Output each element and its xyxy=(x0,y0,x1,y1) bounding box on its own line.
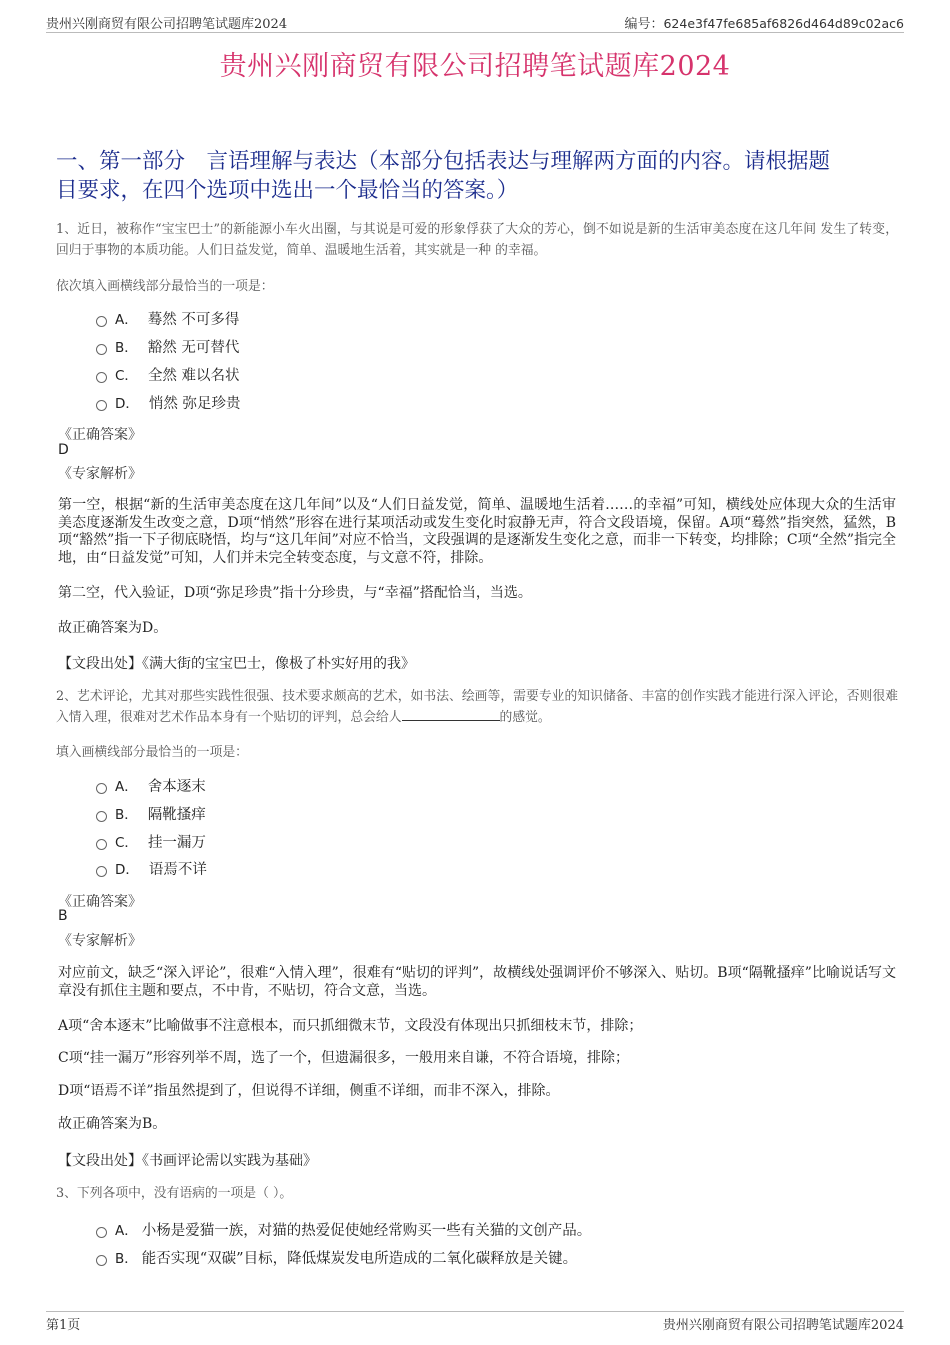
question-2-analysis-paragraph: 故正确答案为B。 xyxy=(58,1116,167,1132)
option-letter: C． xyxy=(115,835,138,851)
question-2-analysis-paragraph: D项“语焉不详”指虽然提到了，但说得不详细，侧重不详细，而非不深入，排除。 xyxy=(58,1083,560,1099)
question-2-text xyxy=(56,686,898,728)
radio-icon[interactable] xyxy=(96,783,107,794)
header-code-label: 编号： xyxy=(624,17,664,32)
question-1-text: 1、近日，被称作“宝宝巴士”的新能源小车火出圈，与其说是可爱的形象俘获了大众的芳心，倒不如说是新的生活审美态度在这几年间 发生了转变，回归于事物的本质功能。人们日益发觉，简单、温暖地生活着，其实就是一种 的幸福。 xyxy=(56,222,898,258)
section-heading-line2: 目要求，在四个选项中选出一个最恰当的答案。） xyxy=(56,178,519,203)
option-letter: D． xyxy=(115,396,139,412)
question-1-analysis-paragraph: 第一空，根据“新的生活审美态度在这几年间”以及“人们日益发觉，简单、温暖地生活着……的幸福”可知，横线处应体现大众的生活审美态度逐渐发生改变之意，D项“悄然”形容在进行某项活动或发生变化时寂静无声，符合文段语境，保留。A项“蓦然”指突然，猛然，B项“豁然”指一下子彻底晓悟，均与“这几年间”对应不恰当，文段强调的是逐渐发生变化之意，而非一下转变，均排除；C项“全然”指完全地，由“日益发觉”可知，人们并未完全转变态度，与文意不符，排除。 xyxy=(58,497,896,566)
question-2-option-c[interactable] xyxy=(96,829,206,853)
radio-icon[interactable] xyxy=(96,344,107,355)
question-1-option-c[interactable] xyxy=(96,362,240,386)
option-text: 能否实现“双碳”目标，降低煤炭发电所造成的二氧化碳释放是关键。 xyxy=(141,1250,578,1267)
question-2-text-before: 2、艺术评论，尤其对那些实践性很强、技术要求颇高的艺术，如书法、绘画等，需要专业的知识储备、丰富的创作实践才能进行深入评论，否则很难入情入理，很难对艺术作品本身有一个贴切的评判，总会给人 xyxy=(56,689,898,725)
option-letter: B． xyxy=(115,340,138,356)
radio-icon[interactable] xyxy=(96,1255,107,1266)
option-text: 蓦然 不可多得 xyxy=(147,311,240,328)
option-letter: C． xyxy=(115,368,138,384)
question-3-text: 3、下列各项中，没有语病的一项是（ ）。 xyxy=(56,1186,293,1201)
fill-blank xyxy=(402,708,500,721)
question-2-option-b[interactable] xyxy=(96,801,206,825)
question-2-prompt: 填入画横线部分最恰当的一项是： xyxy=(56,745,248,760)
header-code xyxy=(624,13,904,32)
option-text: 小杨是爱猫一族，对猫的热爱促使她经常购买一些有关猫的文创产品。 xyxy=(141,1222,592,1239)
question-1-option-a[interactable] xyxy=(96,306,239,330)
question-1-source: 【文段出处】《满大街的宝宝巴士，像极了朴实好用的我》 xyxy=(58,656,415,672)
option-letter: B． xyxy=(115,807,138,823)
option-text: 隔靴搔痒 xyxy=(147,806,206,823)
question-2-source: 【文段出处】《书画评论需以实践为基础》 xyxy=(58,1153,317,1169)
radio-icon[interactable] xyxy=(96,316,107,327)
question-3-option-b[interactable] xyxy=(96,1245,577,1269)
question-2-option-d[interactable] xyxy=(96,856,207,880)
question-1-answer-label: 《正确答案》 xyxy=(58,427,142,443)
question-1-analysis-label: 《专家解析》 xyxy=(58,466,142,482)
question-2-option-a[interactable] xyxy=(96,773,206,797)
option-letter: A． xyxy=(115,312,138,328)
option-text: 悄然 弥足珍贵 xyxy=(148,395,241,412)
question-3-option-a[interactable] xyxy=(96,1217,591,1241)
question-2-text-after: 的感觉。 xyxy=(499,710,551,725)
radio-icon[interactable] xyxy=(96,1227,107,1238)
radio-icon[interactable] xyxy=(96,839,107,850)
header-title: 贵州兴刚商贸有限公司招聘笔试题库2024 xyxy=(46,17,288,32)
question-2-analysis-paragraph: A项“舍本逐末”比喻做事不注意根本，而只抓细微末节，文段没有体现出只抓细枝末节，排除； xyxy=(58,1018,643,1034)
question-1-prompt: 依次填入画横线部分最恰当的一项是： xyxy=(56,279,274,294)
option-text: 语焉不详 xyxy=(148,861,207,878)
option-letter: B． xyxy=(115,1251,138,1267)
option-text: 豁然 无可替代 xyxy=(147,339,240,356)
option-text: 全然 难以名状 xyxy=(147,367,240,384)
footer-title: 贵州兴刚商贸有限公司招聘笔试题库2024 xyxy=(662,1318,904,1333)
section-heading-line1: 一、第一部分 言语理解与表达（本部分包括表达与理解两方面的内容。请根据题 xyxy=(56,149,831,174)
header-divider xyxy=(46,32,904,33)
header-code-value: 624e3f47fe685af6826d464d89c02ac6 xyxy=(663,16,904,31)
document-title: 贵州兴刚商贸有限公司招聘笔试题库2024 xyxy=(219,51,731,82)
radio-icon[interactable] xyxy=(96,372,107,383)
question-2-answer-label: 《正确答案》 xyxy=(58,894,142,910)
question-1-analysis-paragraph: 故正确答案为D。 xyxy=(58,620,168,636)
question-2-analysis-paragraph: 对应前文，缺乏“深入评论”，很难“入情入理”，很难有“贴切的评判”，故横线处强调评价不够深入、贴切。B项“隔靴搔痒”比喻说话写文章没有抓住主题和要点，不中肯，不贴切，符合文意，当选。 xyxy=(58,965,896,999)
question-1-option-b[interactable] xyxy=(96,334,239,358)
radio-icon[interactable] xyxy=(96,400,107,411)
question-1-analysis-paragraph: 第二空，代入验证，D项“弥足珍贵”指十分珍贵，与“幸福”搭配恰当，当选。 xyxy=(58,585,532,601)
page-number: 第1页 xyxy=(46,1318,81,1333)
question-1-answer: D xyxy=(58,442,69,458)
option-text: 舍本逐末 xyxy=(147,778,206,795)
option-text: 挂一漏万 xyxy=(147,834,206,851)
option-letter: A． xyxy=(115,1223,138,1239)
question-2-analysis-label: 《专家解析》 xyxy=(58,933,142,949)
option-letter: A． xyxy=(115,779,138,795)
radio-icon[interactable] xyxy=(96,866,107,877)
question-1-option-d[interactable] xyxy=(96,390,241,414)
radio-icon[interactable] xyxy=(96,811,107,822)
footer-divider xyxy=(46,1311,904,1312)
question-2-answer: B xyxy=(58,908,68,924)
section-heading xyxy=(56,147,896,205)
option-letter: D． xyxy=(115,862,139,878)
question-2-analysis-paragraph: C项“挂一漏万”形容列举不周，选了一个，但遗漏很多，一般用来自谦，不符合语境，排除； xyxy=(58,1050,630,1066)
